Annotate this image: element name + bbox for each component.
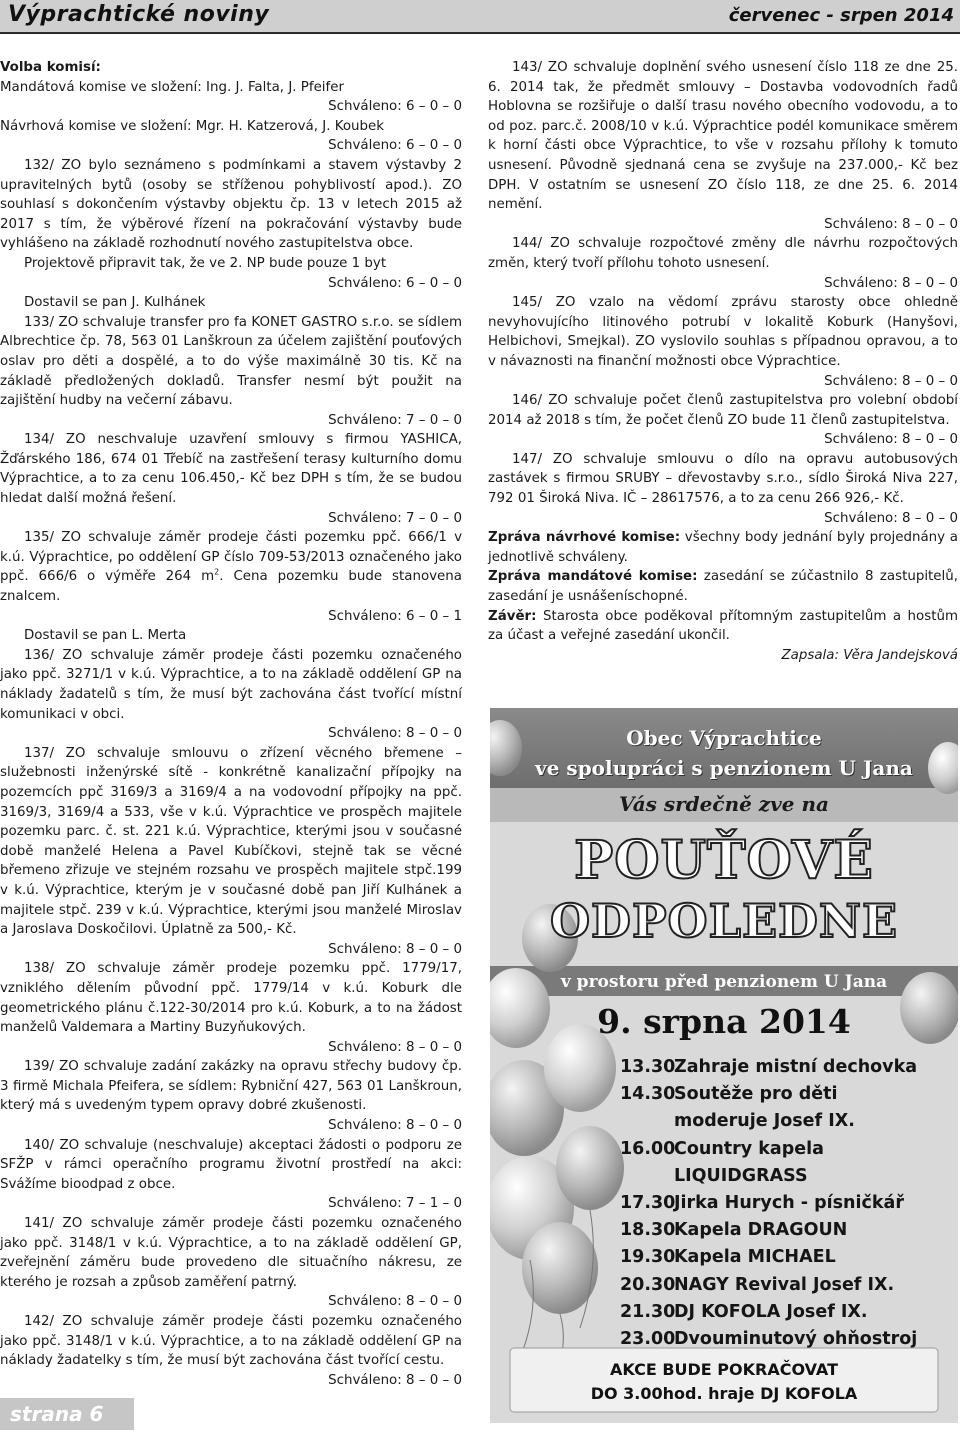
program-time: 18.30 (620, 1220, 676, 1241)
newspaper-title: Výprachtické noviny (8, 2, 270, 27)
program-text: Zahraje mistní dechovka (674, 1057, 918, 1077)
program-time: 13.30 (620, 1057, 676, 1077)
vote-result: Schváleno: 8 – 0 – 0 (328, 1118, 462, 1134)
vote-result: Schváleno: 8 – 0 – 0 (824, 275, 958, 291)
resolution-139: 139/ ZO schvaluje zadání zakázky na opravu střechy budovy čp. 3 firmě Michala Pfeifera, se sídlem: Rybniční 427, 563 01 Lanškroun, který má s uvedeným typem opravy dobré zkušenosti. (0, 1059, 462, 1114)
report-text: všechny body jednání byly projednány a jednotlivě schváleny. (488, 530, 959, 565)
poster-program (620, 1054, 950, 1353)
vote-result: Schváleno: 7 – 1 – 0 (328, 1196, 462, 1212)
committee-proposal: Návrhová komise ve složení: Mgr. H. Katzerová, J. Koubek (0, 118, 384, 134)
event-poster (490, 708, 958, 1423)
resolution-140: 140/ ZO schvaluje (neschvaluje) akceptaci žádosti o podporu ze SFŽP v rámci operačního programu životní prostředí na akci: Svážíme bioodpad z obce. (0, 1137, 462, 1192)
resolution-132-note: Projektově připravit tak, že ve 2. NP bude pouze 1 byt (24, 255, 387, 271)
program-item (620, 1299, 950, 1326)
program-text: Country kapela (674, 1138, 824, 1159)
program-time: 17.30 (620, 1193, 676, 1214)
resolution-142: 142/ ZO schvaluje záměr prodeje části pozemku označeného jako ppč. 3148/1 v k.ú. Výprachtice, a to na základě oddělení GP na náklady žadatelky s tím, že musí být zachována část tvořící cestu. (0, 1314, 462, 1369)
poster-invitation: Vás srdečně zve na (619, 792, 829, 816)
report-label: Zpráva návrhové komise: (488, 530, 681, 546)
program-text: Jirka Hurych - písničkář (674, 1193, 904, 1214)
program-text-continued: moderuje Josef IX. (674, 1111, 855, 1132)
program-item (620, 1217, 950, 1244)
vote-result: Schváleno: 8 – 0 – 0 (824, 432, 958, 448)
program-item (620, 1272, 950, 1299)
conclusion (488, 607, 958, 646)
vote-result: Schváleno: 8 – 0 – 0 (824, 510, 958, 526)
conclusion-label: Závěr: (488, 608, 537, 624)
program-text: Kapela DRAGOUN (674, 1220, 848, 1241)
resolution-135-text: 135/ ZO schvaluje záměr prodeje části pozemku ppč. 666/1 v k.ú. Výprachtice, po oddělení GP číslo 709-53/2013 označeného jako ppč. 666/6 o výměře 264 m (0, 530, 462, 585)
program-item (620, 1244, 950, 1271)
program-text: Soutěže pro děti (674, 1084, 838, 1105)
poster-footer-line1: AKCE BUDE POKRAČOVAT (610, 1360, 838, 1379)
program-item (620, 1326, 950, 1353)
poster-title-line1: POUŤOVÉ (574, 830, 874, 891)
page-number-badge (0, 1398, 134, 1430)
vote-result: Schváleno: 6 – 0 – 0 (328, 99, 462, 115)
resolution-143: 143/ ZO schvaluje doplnění svého usnesení číslo 118 ze dne 25. 6. 2014 tak, že předmět smlouvy – Dostavba vodovodních řadů Hoblovna se rozšiřuje o další trasu nového obecního vodovodu, a to od poz. parc.č. 2008/10 v k.ú. Výprachtice podél komunikace směrem k horní části obce Výprachtice, to vše v rozsahu přílohy k tomuto usnesení. Původně sjednaná cena se zvyšuje na 237.000,- Kč bez DPH. V ostatním se usnesení ZO číslo 118, ze dne 25. 6. 2014 nemění. (488, 60, 958, 213)
poster-cooperation: ve spolupráci s penzionem U Jana (535, 756, 913, 780)
program-time: 19.30 (620, 1247, 676, 1268)
resolution-133: 133/ ZO schvaluje transfer pro fa KONET GASTRO s.r.o. se sídlem Albrechtice čp. 78, 563 01 Lanškroun za účelem zajištění pouťových oslav pro děti a dospělé, a to do výše maximálně 30 tis. Kč na základě předložených dokladů. Transfer nesmí být použit na zajištění hudby na večerní zábavu. (0, 314, 462, 409)
program-text: DJ KOFOLA Josef IX. (674, 1301, 868, 1322)
report-text: zasedání se zúčastnilo 8 zastupitelů, zasedání je usnášeníschopné. (488, 569, 958, 605)
resolution-145: 145/ ZO vzalo na vědomí zprávu starosty obce ohledně nevyhovujícího litinového potrubí v lokalitě Koburk (Hanyšovi, Helbichovi, Smejkal). ZO vyslovilo souhlas s případnou opravou, a to v návaznosti na finanční možnosti obce Výprachtice. (488, 295, 958, 369)
vote-result: Schváleno: 8 – 0 – 0 (328, 941, 462, 957)
resolution-141: 141/ ZO schvaluje záměr prodeje části pozemku označeného jako ppč. 3148/1 v k.ú. Výprachtice, a to na základě oddělení GP, zveřejnění záměru bude provedeno dle situačního nákresu, ze kterého je rozsah a způsob zaměření patrný. (0, 1216, 462, 1290)
resolution-135-text-end: . Cena pozemku bude stanovena znalcem. (0, 569, 462, 605)
poster-footer-line2: DO 3.00hod. hraje DJ KOFOLA (590, 1384, 858, 1403)
program-item (620, 1136, 950, 1163)
resolution-134: 134/ ZO neschvaluje uzavření smlouvy s firmou YASHICA, Žďárského 186, 674 01 Třebíč na zastřešení terasy kulturního domu Výprachtice, a to za cenu 106.450,- Kč bez DPH s tím, že se budou hledat další možná řešení. (0, 432, 462, 507)
vote-result: Schváleno: 6 – 0 – 0 (328, 138, 462, 154)
resolution-137: 137/ ZO schvaluje smlouvu o zřízení věcného břemene – služebnosti inženýrské sítě - konkrétně kanalizační přípojky na pozemcích ppč 3169/3 a 3169/4 a na vodovodní přípojky na ppč. 3169/3, 3169/4 a 533, vše v k.ú. Výprachtice ve prospěch majitele pozemku parc. č. st. 221 k.ú. Výprachtice, kterými jsou v současné době manželé Helena a Pavel Kubíčkovi, stejně tak se věcné břemeno zřizuje ve stejném rozsahu ve prospěch majitele stpč.199 v k.ú. Výprachtice, kterým je v současné době pan Jiří Kulhánek a majitele stpč. 239 v k.ú. Výprachtice, kterými jsou manželé Miroslav a Jaroslava Doskočilovi. Úplatně za 500,- Kč. (0, 745, 462, 938)
proposal-committee-report (488, 528, 958, 567)
arrival-note: Dostavil se pan J. Kulhánek (24, 295, 206, 311)
program-time: 23.00 (620, 1329, 676, 1350)
resolution-136: 136/ ZO schvaluje záměr prodeje části pozemku označeného jako ppč. 3271/1 v k.ú. Výprachtice, a to na základě oddělení GP na náklady žadatelů s tím, že musí být zachována část tvořící místní komunikaci v obci. (0, 647, 462, 722)
program-text: Kapela MICHAEL (674, 1247, 836, 1268)
vote-result: Schváleno: 8 – 0 – 0 (328, 1372, 462, 1388)
program-time: 20.30 (620, 1274, 676, 1295)
issue-date: červenec - srpen 2014 (728, 5, 954, 26)
vote-result: Schváleno: 8 – 0 – 0 (328, 1294, 462, 1310)
resolution-144: 144/ ZO schvaluje rozpočtové změny dle návrhu rozpočtových změn, který tvoří přílohu tohoto usnesení. (488, 236, 958, 271)
vote-result: Schváleno: 8 – 0 – 0 (824, 216, 958, 232)
recorder-signature: Zapsala: Věra Jandejsková (781, 647, 958, 663)
program-item (620, 1081, 950, 1108)
newspaper-header (0, 0, 960, 34)
resolution-146: 146/ ZO schvaluje počet členů zastupitelstva pro volební období 2014 až 2018 s tím, že počet členů ZO bude 11 členů zastupitelstva. (488, 393, 958, 428)
vote-result: Schváleno: 8 – 0 – 0 (328, 1039, 462, 1055)
poster-organizer: Obec Výprachtice (626, 726, 822, 750)
program-time: 21.30 (620, 1301, 676, 1322)
program-time: 16.00 (620, 1138, 676, 1159)
arrival-note: Dostavil se pan L. Merta (24, 628, 187, 644)
conclusion-text: Starosta obce poděkoval přítomným zastupitelům a hostům za účast a veřejné zasedání ukončil. (488, 608, 958, 644)
program-text: NAGY Revival Josef IX. (674, 1274, 895, 1295)
report-label: Zpráva mandátové komise: (488, 569, 698, 585)
left-column (0, 58, 462, 1390)
poster-date: 9. srpna 2014 (597, 1002, 851, 1041)
vote-result: Schváleno: 7 – 0 – 0 (328, 510, 462, 526)
section-heading: Volba komisí: (0, 60, 101, 75)
resolution-132: 132/ ZO bylo seznámeno s podmínkami a stavem výstavby 2 upravitelných bytů (osoby se stříženou pohyblivostí apod.). ZO souhlasí s dokončením výstavby objektu čp. 13 v letech 2015 až 2017 s tím, že výběrové řízení na pokračování výstavby bude vyhlášeno na základě rozhodnutí nového zastupitelstva obce. (0, 157, 462, 252)
vote-result: Schváleno: 6 – 0 – 0 (328, 275, 462, 291)
program-text-continued: LIQUIDGRASS (674, 1165, 808, 1186)
vote-result: Schváleno: 6 – 0 – 1 (328, 608, 462, 624)
vote-result: Schváleno: 8 – 0 – 0 (328, 726, 462, 742)
mandate-committee-report (488, 567, 958, 606)
program-time: 14.30 (620, 1084, 676, 1105)
program-text: Dvouminutový ohňostroj (674, 1329, 918, 1350)
resolution-147: 147/ ZO schvaluje smlouvu o dílo na opravu autobusových zastávek s firmou SRUBY – dřevostavby s.r.o., sídlo Široká Niva 227, 792 01 Široká Niva. IČ – 28617576, a to za cenu 266 926,- Kč. (488, 451, 958, 507)
poster-title-line2: ODPOLEDNE (549, 894, 899, 948)
program-item (620, 1054, 950, 1081)
vote-result: Schváleno: 8 – 0 – 0 (824, 373, 958, 389)
poster-location: v prostoru před penzionem U Jana (560, 972, 888, 992)
committee-mandate: Mandátová komise ve složení: Ing. J. Falta, J. Pfeifer (0, 79, 344, 95)
superscript: 2 (214, 567, 220, 577)
vote-result: Schváleno: 7 – 0 – 0 (328, 412, 462, 428)
program-item (620, 1190, 950, 1217)
resolution-135 (0, 528, 462, 606)
right-column (488, 58, 958, 665)
page-number: strana 6 (10, 1402, 104, 1426)
resolution-138: 138/ ZO schvaluje záměr prodeje pozemku ppč. 1779/17, vzniklého dělením původní ppč. 1779/14 v k.ú. Koburk dle geometrického plánu č.122-30/2014 pro k.ú. Koburk, a to na žádost manželů Valdemara a Martiny Buzyňukových. (0, 961, 462, 1036)
